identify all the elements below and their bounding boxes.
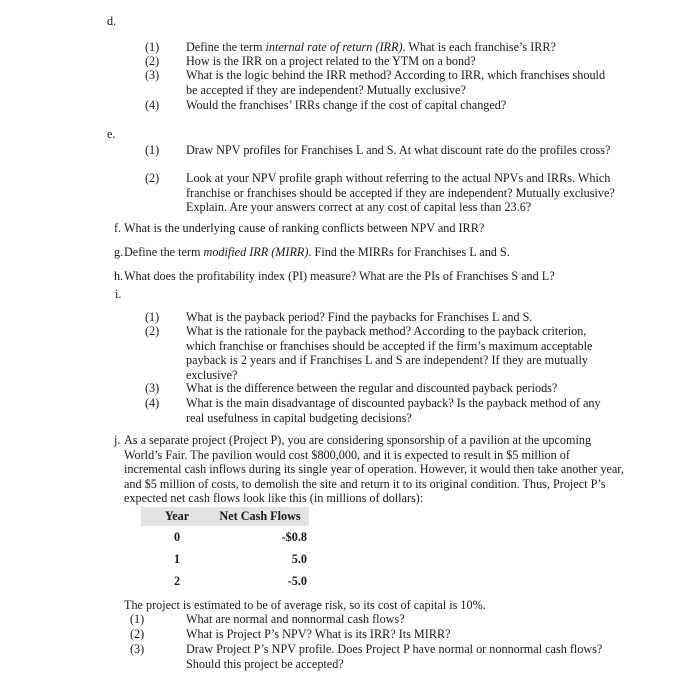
table-cell-year: 0 bbox=[173, 529, 181, 544]
table-cell-year: 1 bbox=[173, 551, 181, 566]
item-text: What is the rationale for the payback method? According to the payback criterion, which franchise or franchises should be accepted if the firm’s maximum acceptable payback is 2 years and if Franchises L and S are independent? If they are mutually exclusive? bbox=[186, 324, 593, 382]
section-label: g. bbox=[114, 245, 124, 259]
item-number: (2) bbox=[145, 54, 160, 68]
table-row bbox=[141, 548, 309, 570]
item-number: (2) bbox=[130, 627, 145, 641]
item-number: (1) bbox=[145, 310, 160, 324]
item-text: What is the payback period? Find the paybacks for Franchises L and S. bbox=[186, 310, 533, 324]
item-text: Define the term internal rate of return (IRR). What is each franchise’s IRR? bbox=[186, 40, 556, 54]
item-number: (2) bbox=[145, 324, 160, 338]
cash-flow-table bbox=[141, 507, 309, 592]
item-number: (4) bbox=[145, 98, 160, 112]
item-text: What is the main disadvantage of discounted payback? Is the payback method of any real usefulness in capital budgeting decisions? bbox=[186, 396, 601, 425]
table-header-row bbox=[141, 507, 309, 526]
item-text: Draw NPV profiles for Franchises L and S. At what discount rate do the profiles cross? bbox=[186, 143, 611, 157]
section-label: h. bbox=[114, 269, 124, 283]
item-text: Draw Project P’s NPV profile. Does Project P have normal or nonnormal cash flows? Should this project be accepted? bbox=[186, 642, 603, 671]
item-text: Would the franchises’ IRRs change if the cost of capital changed? bbox=[186, 98, 507, 112]
section-text: What is the underlying cause of ranking conflicts between NPV and IRR? bbox=[124, 221, 485, 235]
item-number: (2) bbox=[145, 171, 160, 185]
table-cell-cash-flow: -5.0 bbox=[287, 573, 307, 588]
section-label: f. bbox=[114, 221, 122, 235]
column-header-year: Year bbox=[141, 507, 213, 526]
section-j-label: j. bbox=[114, 433, 121, 447]
section-j-intro: As a separate project (Project P), you are considering sponsorship of a pavilion at the upcoming World’s Fair. The pavilion would cost $800,000, and it is expected to result in $5 million of incremental cash inflows during its single year of operation. However, it would then take another year, and $5 million of costs, to demolish the site and return it to its original condition. Thus, Project P’s expected net cash flows look like this (in millions of dollars): bbox=[124, 433, 624, 506]
item-number: (1) bbox=[145, 143, 160, 157]
section-i-label: i. bbox=[115, 287, 122, 301]
section-d-label: d. bbox=[107, 14, 117, 28]
item-number: (3) bbox=[130, 642, 145, 656]
item-number: (1) bbox=[145, 40, 160, 54]
section-text: Define the term modified IRR (MIRR). Find the MIRRs for Franchises L and S. bbox=[124, 245, 510, 259]
item-text: Look at your NPV profile graph without referring to the actual NPVs and IRRs. Which franchise or franchises should be accepted if they are independent? Mutually exclusive? Explain. Are your answers correct at any cost of capital less than 23.6? bbox=[186, 171, 615, 215]
section-e-label: e. bbox=[107, 127, 116, 141]
section-j-risk-text: The project is estimated to be of average risk, so its cost of capital is 10%. bbox=[124, 598, 486, 612]
item-text: What is Project P’s NPV? What is its IRR? Its MIRR? bbox=[186, 627, 451, 641]
table-cell-cash-flow: 5.0 bbox=[291, 551, 307, 566]
item-text: What is the logic behind the IRR method? According to IRR, which franchises should be accepted if they are independent? Mutually exclusive? bbox=[186, 68, 606, 97]
item-number: (1) bbox=[130, 612, 145, 626]
item-number: (4) bbox=[145, 396, 160, 410]
item-text: How is the IRR on a project related to the YTM on a bond? bbox=[186, 54, 476, 68]
term-mirr: modified IRR (MIRR) bbox=[203, 245, 309, 259]
term-irr: internal rate of return (IRR) bbox=[265, 40, 403, 54]
section-text: What does the profitability index (PI) measure? What are the PIs of Franchises S and L? bbox=[124, 269, 555, 283]
item-text: What is the difference between the regular and discounted payback periods? bbox=[186, 381, 558, 395]
item-text: What are normal and nonnormal cash flows? bbox=[186, 612, 405, 626]
table-row bbox=[141, 570, 309, 592]
item-number: (3) bbox=[145, 68, 160, 82]
column-header-net-cash-flows: Net Cash Flows bbox=[213, 507, 309, 526]
item-number: (3) bbox=[145, 381, 160, 395]
table-row bbox=[141, 526, 309, 548]
table-cell-year: 2 bbox=[173, 573, 181, 588]
table-cell-cash-flow: -$0.8 bbox=[281, 529, 307, 544]
